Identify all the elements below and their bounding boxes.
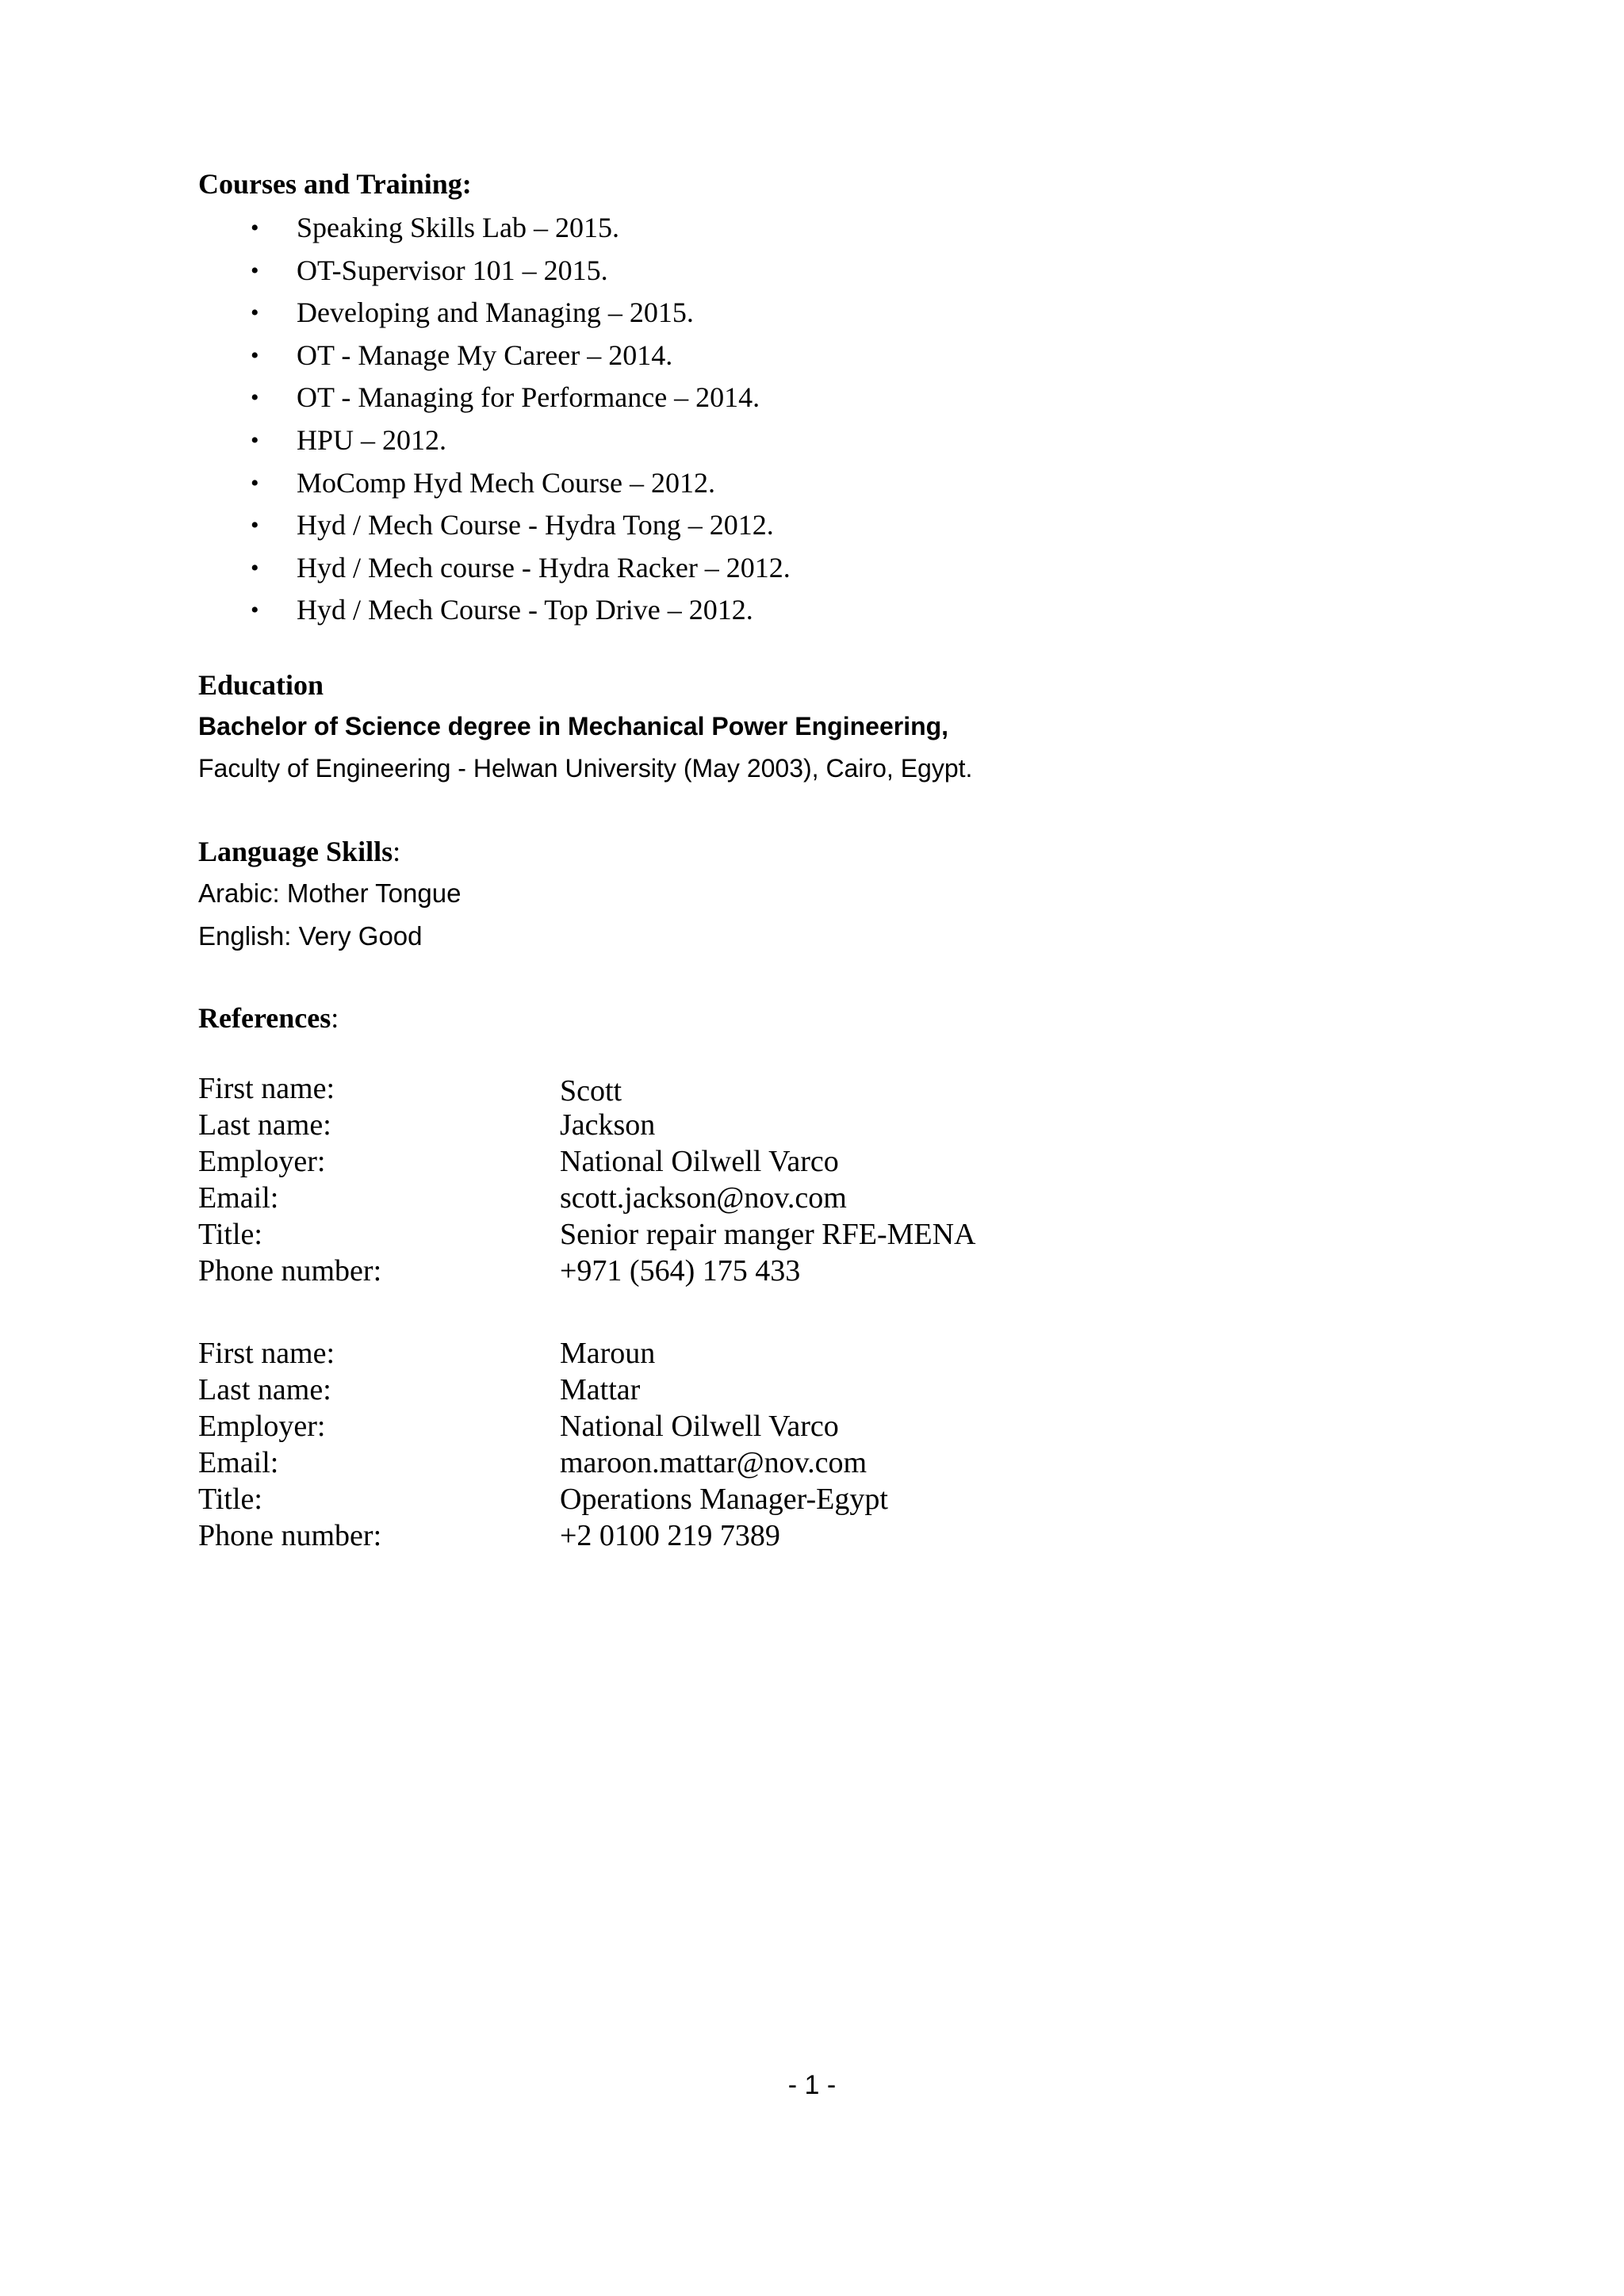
language-heading-text: Language Skills [198,836,393,867]
course-text: Developing and Managing – 2015. [297,297,694,329]
reference-value: Mattar [560,1373,641,1406]
course-text: MoComp Hyd Mech Course – 2012. [297,466,715,499]
reference-label: Title: [198,1483,262,1516]
course-text: Hyd / Mech Course - Top Drive – 2012. [297,594,753,626]
reference-label: First name: [198,1072,335,1105]
reference-value: Maroun [560,1337,656,1370]
reference-value: National Oilwell Varco [560,1410,839,1443]
reference-label: Title: [198,1218,262,1251]
bullet-icon: • [251,257,259,284]
course-text: OT - Manage My Career – 2014. [297,339,673,371]
reference-label: Last name: [198,1373,331,1406]
language-heading [198,834,400,869]
course-text: Hyd / Mech Course - Hydra Tong – 2012. [297,509,774,541]
reference-value: Senior repair manger RFE-MENA [560,1218,976,1251]
reference-label: Email: [198,1181,279,1215]
reference-value: scott.jackson@nov.com [560,1181,847,1215]
education-faculty: Faculty of Engineering - Helwan University (May 2003), Cairo, Egypt. [198,754,973,783]
reference-label: Phone number: [198,1254,382,1288]
reference-label: Employer: [198,1145,326,1178]
reference-label: Email: [198,1446,279,1479]
education-degree: Bachelor of Science degree in Mechanical Power Engineering, [198,712,949,740]
course-text: HPU – 2012. [297,423,447,456]
language-line-english: English: Very Good [198,921,423,951]
course-text: OT-Supervisor 101 – 2015. [297,254,608,286]
bullet-icon: • [251,469,259,496]
course-text: Speaking Skills Lab – 2015. [297,212,619,243]
bullet-icon: • [251,300,259,327]
bullet-icon: • [251,427,259,453]
reference-value: Jackson [560,1108,656,1142]
page-number: - 1 - [787,2070,837,2100]
bullet-icon: • [251,554,259,581]
bullet-icon: • [251,385,259,411]
references-heading-text: References [198,1002,331,1034]
reference-value: +2 0100 219 7389 [560,1519,780,1552]
course-text: OT - Managing for Performance – 2014. [297,381,760,414]
bullet-icon: • [251,597,259,624]
bullet-icon: • [251,342,259,369]
reference-value: maroon.mattar@nov.com [560,1446,868,1479]
education-heading: Education [198,669,324,701]
reference-value: National Oilwell Varco [560,1145,839,1178]
course-text: Hyd / Mech course - Hydra Racker – 2012. [297,551,791,584]
references-heading-colon: : [331,1002,339,1034]
bullet-icon: • [251,512,259,539]
reference-value: Scott [560,1074,622,1108]
bullet-icon: • [251,215,259,241]
reference-value: +971 (564) 175 433 [560,1254,801,1288]
language-line-arabic: Arabic: Mother Tongue [198,878,462,908]
reference-value: Operations Manager-Egypt [560,1483,888,1516]
reference-label: Last name: [198,1108,331,1142]
reference-label: Employer: [198,1410,326,1443]
courses-heading: Courses and Training: [198,168,472,200]
references-heading [198,1001,339,1035]
reference-label: First name: [198,1337,335,1370]
reference-label: Phone number: [198,1519,382,1552]
language-heading-colon: : [393,836,401,867]
